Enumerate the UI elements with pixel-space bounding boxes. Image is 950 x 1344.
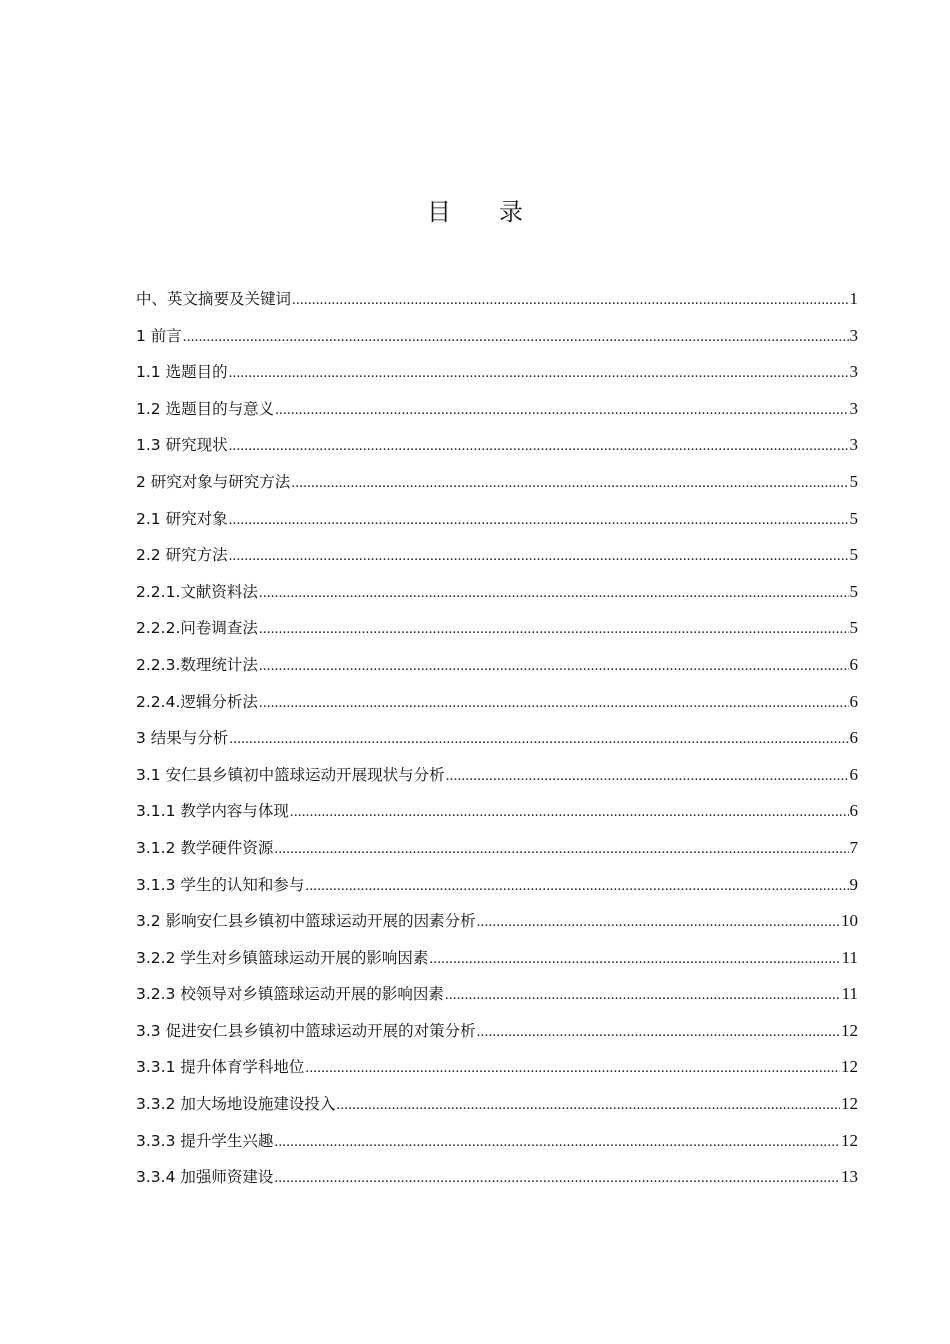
toc-entry-page-number: 12 [841,1020,858,1040]
toc-entry-page-number: 6 [849,654,858,674]
toc-entry-label: 3.3.4 加强师资建设 [136,1168,274,1187]
toc-entry-page-number: 12 [841,1094,858,1114]
toc-entry-label: 2.2.3.数理统计法 [136,655,258,674]
toc-entry[interactable] [136,762,858,799]
toc-entry-label: 3.3.3 提升学生兴趣 [136,1131,274,1150]
dot-leader [274,836,848,862]
toc-entry-label: 2.2.4.逻辑分析法 [136,692,258,711]
toc-entry-label: 3.3.2 加大场地设施建设投入 [136,1095,336,1114]
dot-leader [275,397,848,423]
dot-leader [446,763,849,789]
toc-entry[interactable] [136,469,858,506]
title-char-2: 录 [499,198,523,226]
toc-entry[interactable] [136,872,858,909]
toc-entry-label: 3.2 影响安仁县乡镇初中篮球运动开展的因素分析 [136,912,476,931]
table-of-contents [136,286,858,1201]
toc-entry-label: 2.2.2.问卷调查法 [136,619,258,638]
toc-entry-page-number: 5 [849,471,858,491]
dot-leader [229,507,849,533]
dot-leader [291,470,848,496]
toc-entry-page-number: 3 [849,362,858,382]
dot-leader [477,1019,840,1045]
toc-entry[interactable] [136,945,858,982]
toc-entry-page-number: 3 [849,435,858,455]
toc-entry-page-number: 9 [849,874,858,894]
toc-entry-label: 1.1 选题目的 [136,363,228,382]
dot-leader [274,1165,840,1191]
toc-entry-page-number: 3 [849,398,858,418]
toc-entry-page-number: 11 [841,984,858,1004]
toc-entry[interactable] [136,908,858,945]
dot-leader [259,653,849,679]
toc-entry-label: 3.2.2 学生对乡镇篮球运动开展的影响因素 [136,948,429,967]
toc-entry-label: 2.1 研究对象 [136,509,228,528]
toc-entry-label: 3.1.2 教学硬件资源 [136,838,274,857]
toc-entry-page-number: 5 [849,618,858,638]
toc-entry-label: 3.3.1 提升体育学科地位 [136,1058,305,1077]
toc-entry[interactable] [136,396,858,433]
toc-entry-page-number: 6 [849,691,858,711]
toc-entry-label: 1 前言 [136,326,182,345]
toc-entry-label: 2.2.1.文献资料法 [136,582,258,601]
toc-entry-label: 1.2 选题目的与意义 [136,399,275,418]
dot-leader [274,1129,840,1155]
toc-entry[interactable] [136,725,858,762]
toc-entry[interactable] [136,1054,858,1091]
toc-entry[interactable] [136,1018,858,1055]
toc-entry-page-number: 5 [849,508,858,528]
toc-entry-page-number: 12 [841,1057,858,1077]
toc-entry-label: 2.2 研究方法 [136,546,228,565]
dot-leader [429,946,840,972]
toc-entry[interactable] [136,652,858,689]
toc-entry[interactable] [136,1091,858,1128]
dot-leader [259,616,849,642]
toc-entry-page-number: 11 [841,947,858,967]
toc-entry[interactable] [136,615,858,652]
toc-entry-page-number: 5 [849,581,858,601]
toc-entry-label: 1.3 研究现状 [136,436,228,455]
toc-entry[interactable] [136,1128,858,1165]
toc-entry[interactable] [136,506,858,543]
toc-entry-label: 3.1 安仁县乡镇初中篮球运动开展现状与分析 [136,765,445,784]
toc-entry-label: 3 结果与分析 [136,729,229,748]
dot-leader [290,799,849,825]
toc-entry-page-number: 6 [849,728,858,748]
dot-leader [305,1055,840,1081]
toc-entry-page-number: 1 [849,289,858,308]
dot-leader [305,873,848,899]
toc-entry-label: 3.1.1 教学内容与体现 [136,802,289,821]
toc-entry[interactable] [136,359,858,396]
title-char-1: 目 [427,198,451,226]
toc-entry-page-number: 13 [841,1167,858,1187]
toc-entry-page-number: 12 [841,1130,858,1150]
toc-entry[interactable] [136,286,858,323]
dot-leader [477,909,840,935]
toc-entry[interactable] [136,798,858,835]
dot-leader [229,726,848,752]
toc-entry-label: 3.2.3 校领导对乡镇篮球运动开展的影响因素 [136,985,444,1004]
toc-entry[interactable] [136,432,858,469]
toc-entry[interactable] [136,835,858,872]
toc-entry-page-number: 3 [849,325,858,345]
toc-entry-page-number: 6 [849,764,858,784]
toc-entry[interactable] [136,323,858,360]
dot-leader [336,1092,840,1118]
toc-entry-label: 中、英文摘要及关键词 [136,290,292,308]
toc-entry-page-number: 10 [841,911,858,931]
toc-entry[interactable] [136,542,858,579]
page-title [0,196,950,228]
toc-entry-label: 3.1.3 学生的认知和参与 [136,875,305,894]
toc-entry-label: 3.3 促进安仁县乡镇初中篮球运动开展的对策分析 [136,1021,476,1040]
toc-entry-page-number: 5 [849,545,858,565]
toc-entry-page-number: 6 [849,801,858,821]
dot-leader [292,287,848,313]
dot-leader [229,543,849,569]
toc-entry-page-number: 7 [849,837,858,857]
dot-leader [183,324,849,350]
toc-entry[interactable] [136,579,858,616]
dot-leader [445,982,841,1008]
toc-entry[interactable] [136,689,858,726]
dot-leader [259,580,849,606]
toc-entry[interactable] [136,1164,858,1201]
dot-leader [259,690,849,716]
toc-entry-label: 2 研究对象与研究方法 [136,472,291,491]
dot-leader [229,433,849,459]
dot-leader [229,360,849,386]
toc-entry[interactable] [136,981,858,1018]
